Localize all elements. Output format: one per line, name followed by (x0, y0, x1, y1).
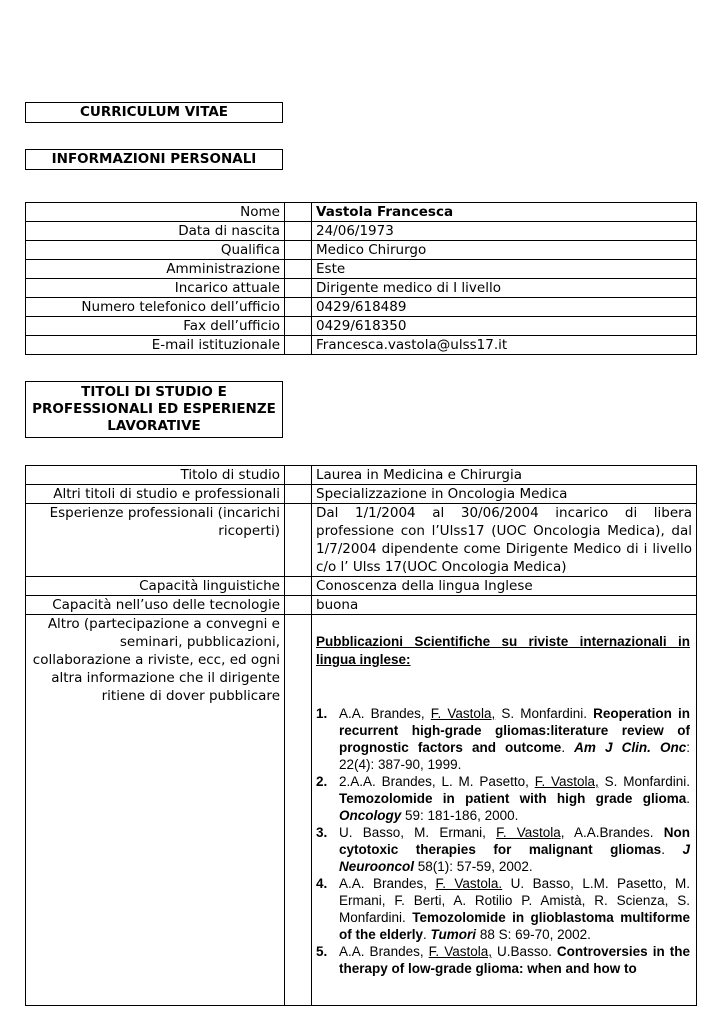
table-row (26, 279, 697, 298)
field-label: Numero telefonico dell’ufficio (26, 298, 285, 317)
studies-table (25, 465, 697, 1006)
field-label: Esperienze professionali (incarichi ricoperti) (26, 504, 285, 577)
field-label: Data di nascita (26, 222, 285, 241)
publications-list (316, 705, 690, 977)
field-value: Dirigente medico di I livello (312, 279, 697, 298)
table-row (26, 260, 697, 279)
field-label: Nome (26, 203, 285, 222)
publications-cell (312, 615, 697, 1006)
table-row (26, 317, 697, 336)
personal-info-table (25, 202, 697, 355)
table-row (26, 615, 697, 1006)
list-item: 3. U. Basso, M. Ermani, F. Vastola, A.A.Brandes. Non cytotoxic therapies for malignant gliomas. J Neurooncol 58(1): 57-59, 2002. (316, 825, 690, 874)
table-row (26, 504, 697, 577)
field-value: 0429/618350 (312, 317, 697, 336)
table-row (26, 203, 697, 222)
table-row (26, 485, 697, 504)
field-value: Vastola Francesca (312, 203, 697, 222)
table-row (26, 466, 697, 485)
field-value: Conoscenza della lingua Inglese (312, 577, 697, 596)
field-label: Titolo di studio (26, 466, 285, 485)
field-label: Amministrazione (26, 260, 285, 279)
publications-heading: Pubblicazioni Scientifiche su riviste internazionali in lingua inglese: (316, 634, 690, 667)
studies-title: TITOLI DI STUDIO E PROFESSIONALI ED ESPERIENZE LAVORATIVE (25, 381, 283, 438)
cv-title: CURRICULUM VITAE (25, 102, 283, 123)
table-row (26, 222, 697, 241)
list-item: 4. A.A. Brandes, F. Vastola. U. Basso, L.M. Pasetto, M. Ermani, F. Berti, A. Rotilio P. Amistà, R. Scienza, S. Monfardini. Temozolomide in glioblastoma multiforme of the elderly. Tumori 88 S: 69-70, 2002. (316, 876, 691, 942)
table-row (26, 241, 697, 260)
field-value: buona (312, 596, 697, 615)
field-label: Altri titoli di studio e professionali (26, 485, 285, 504)
field-value: Specializzazione in Oncologia Medica (312, 485, 697, 504)
personal-info-title: INFORMAZIONI PERSONALI (25, 149, 283, 170)
list-item: 1. A.A. Brandes, F. Vastola, S. Monfardini. Reoperation in recurrent high-grade gliomas:literature review of prognostic factors and outcome. Am J Clin. Onc: 22(4): 387-90, 1999. (316, 706, 691, 772)
table-row (26, 298, 697, 317)
field-value: 0429/618489 (312, 298, 697, 317)
field-label: Altro (partecipazione a convegni e seminari, pubblicazioni, collaborazione a riviste, ecc, ed ogni altra informazione che il dirigente ritiene di dover pubblicare (26, 615, 285, 1006)
field-label: Incarico attuale (26, 279, 285, 298)
field-label: Capacità linguistiche (26, 577, 285, 596)
field-value: Dal 1/1/2004 al 30/06/2004 incarico di libera professione con l’Ulss17 (UOC Oncologia Medica), dal 1/7/2004 dipendente come Dirigente Medico di i livello c/o l’ Ulss 17(UOC Oncologia Medica) (312, 504, 697, 577)
field-value: Medico Chirurgo (312, 241, 697, 260)
field-label: E-mail istituzionale (26, 336, 285, 355)
email-value: Francesca.vastola@ulss17.it (312, 336, 697, 355)
field-label: Fax dell’ufficio (26, 317, 285, 336)
field-value: Este (312, 260, 697, 279)
field-label: Qualifica (26, 241, 285, 260)
table-row (26, 577, 697, 596)
list-item: 2. 2.A.A. Brandes, L. M. Pasetto, F. Vastola, S. Monfardini. Temozolomide in patient with high grade glioma. Oncology 59: 181-186, 2000. (316, 774, 690, 823)
list-item: 5. A.A. Brandes, F. Vastola, U.Basso. Controversies in the therapy of low-grade glioma: when and how to (316, 944, 691, 976)
table-row (26, 336, 697, 355)
field-label: Capacità nell’uso delle tecnologie (26, 596, 285, 615)
field-value: Laurea in Medicina e Chirurgia (312, 466, 697, 485)
table-row (26, 596, 697, 615)
field-value: 24/06/1973 (312, 222, 697, 241)
